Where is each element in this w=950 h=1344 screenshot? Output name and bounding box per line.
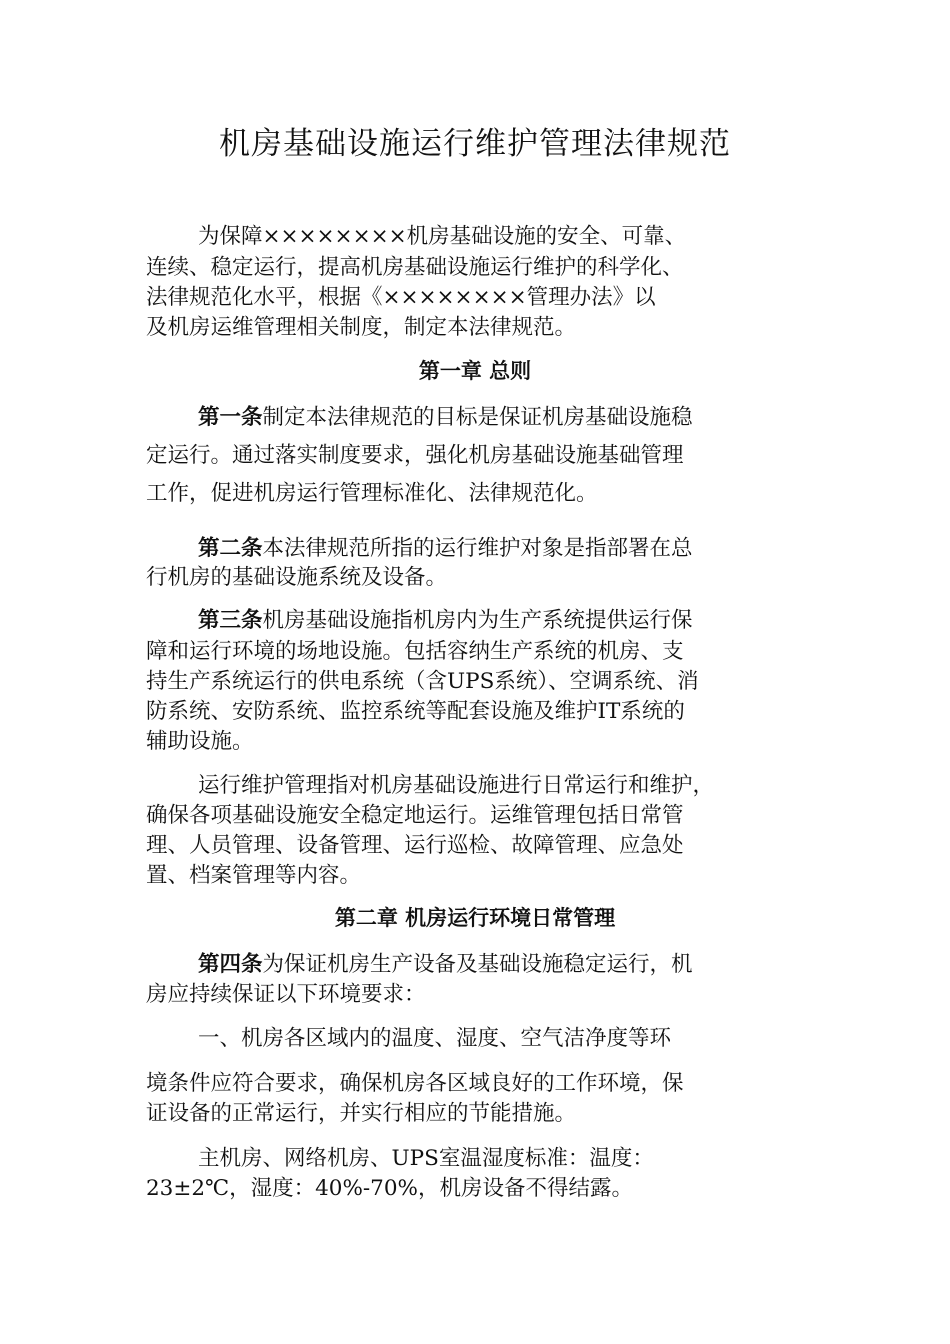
article-text: 本法律规范所指的运行维护对象是指部署在总 (262, 536, 693, 561)
article-label: 第一条 (198, 405, 263, 430)
item-line: 境条件应符合要求，确保机房各区域良好的工作环境，保 (146, 1071, 684, 1096)
paragraph-line: 确保各项基础设施安全稳定地运行。运维管理包括日常管 (146, 803, 684, 828)
article-label: 第三条 (198, 608, 263, 633)
article-first-line (198, 403, 868, 433)
intro-line: 连续、稳定运行，提高机房基础设施运行维护的科学化、 (146, 255, 684, 280)
article-line: 房应持续保证以下环境要求： (146, 982, 426, 1007)
chapter-heading: 第二章 机房运行环境日常管理 (334, 905, 616, 930)
article-text: 机房基础设施指机房内为生产系统提供运行保 (262, 608, 693, 633)
article-line: 辅助设施。 (146, 729, 254, 754)
article-line: 持生产系统运行的供电系统（含UPS系统）、空调系统、消 (146, 669, 699, 694)
chapter-heading: 第一章 总则 (418, 358, 532, 383)
article-line: 行机房的基础设施系统及设备。 (146, 565, 448, 590)
item-line: 证设备的正常运行，并实行相应的节能措施。 (146, 1101, 577, 1126)
article-label: 第二条 (198, 536, 263, 561)
paragraph-line: 置、档案管理等内容。 (146, 863, 362, 888)
paragraph-line: 运行维护管理指对机房基础设施进行日常运行和维护， (198, 773, 715, 798)
article-line: 防系统、安防系统、监控系统等配套设施及维护IT系统的 (146, 699, 685, 724)
standard-line: 23±2℃，湿度：40%-70%，机房设备不得结露。 (146, 1176, 633, 1201)
standard-line: 主机房、网络机房、UPS室温湿度标准：温度： (198, 1146, 654, 1171)
paragraph-line: 理、人员管理、设备管理、运行巡检、故障管理、应急处 (146, 833, 684, 858)
item-line: 一、机房各区域内的温度、湿度、空气洁净度等环 (198, 1026, 672, 1051)
article-first-line (198, 950, 868, 980)
intro-line: 及机房运维管理相关制度，制定本法律规范。 (146, 315, 577, 340)
article-text: 制定本法律规范的目标是保证机房基础设施稳 (262, 405, 693, 430)
article-label: 第四条 (198, 952, 263, 977)
article-first-line (198, 606, 868, 636)
intro-line: 法律规范化水平，根据《××××××××管理办法》以 (146, 285, 656, 310)
article-first-line (198, 534, 868, 564)
article-line: 障和运行环境的场地设施。包括容纳生产系统的机房、支 (146, 639, 684, 664)
article-line: 定运行。通过落实制度要求，强化机房基础设施基础管理 (146, 443, 684, 468)
intro-line: 为保障××××××××机房基础设施的安全、可靠、 (198, 224, 687, 249)
document-title: 机房基础设施运行维护管理法律规范 (219, 126, 731, 162)
article-text: 为保证机房生产设备及基础设施稳定运行，机 (262, 952, 693, 977)
article-line: 工作，促进机房运行管理标准化、法律规范化。 (146, 481, 598, 506)
